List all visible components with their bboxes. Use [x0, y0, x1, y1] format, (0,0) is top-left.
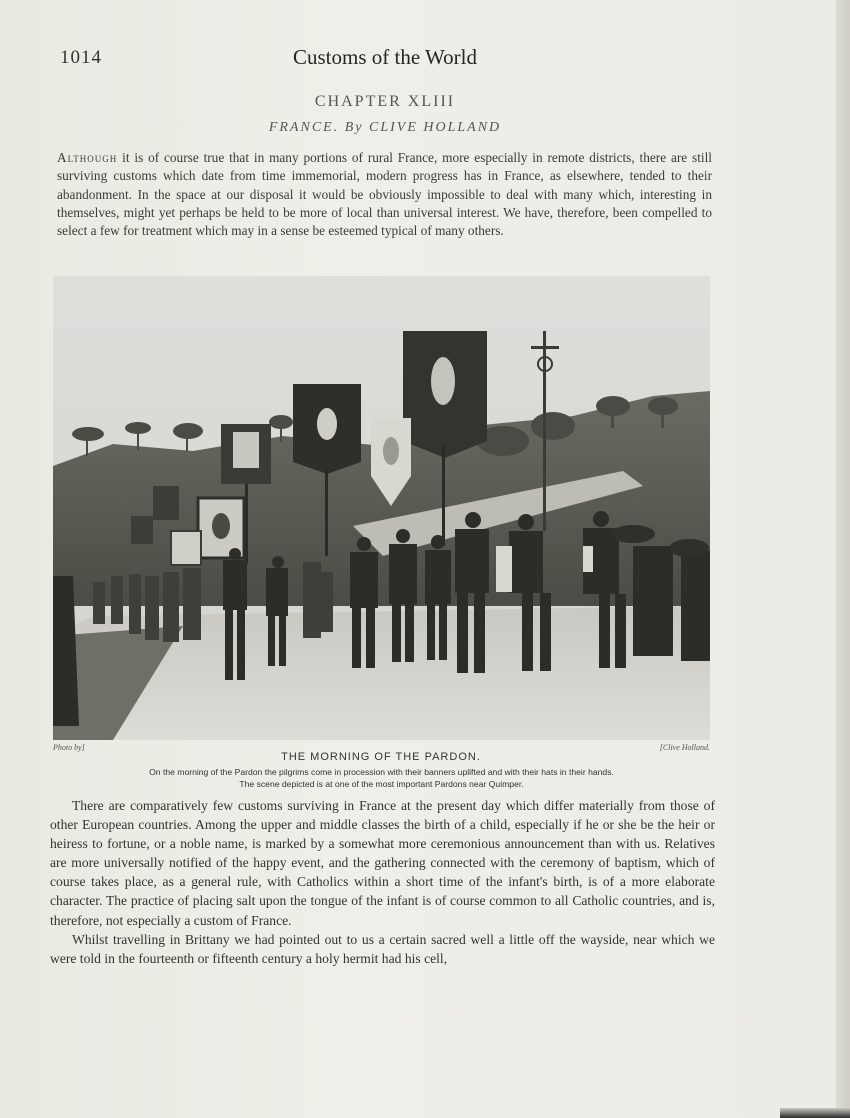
page-edge: [836, 0, 850, 1118]
chapter-heading: CHAPTER XLIII: [314, 93, 456, 110]
lead-dropcap-word: Although: [57, 150, 118, 165]
page-corner-shadow: [780, 1108, 850, 1118]
figure-caption: [53, 766, 710, 790]
procession-photograph: [53, 276, 710, 740]
page-number: 1014: [60, 47, 102, 68]
figure-caption-line: On the morning of the Pardon the pilgrims come in procession with their banners uplifted and with their hats in their hands.: [149, 767, 614, 777]
body-text: [50, 796, 715, 968]
lead-paragraph: [57, 149, 712, 240]
figure-caption-line: The scene depicted is at one of the most important Pardons near Quimper.: [239, 779, 524, 789]
photo-credit-right: [Clive Holland.: [659, 743, 710, 752]
procession-photo-illustration: [53, 276, 710, 740]
body-paragraph: There are comparatively few customs surviving in France at the present day which differ materially from those of other European countries. Among the upper and middle classes the birth of a child, especially if he or she be the heir or heiress to fortune, or a noble name, is marked by a somewhat more ceremonious announcement than with us. Relatives are more universally notified of the happy event, and the gathering connected with the ceremony of baptism, which of course takes place, as a general rule, with Catholics within a short time of the infant's birth, is of a more elaborate character. The practice of placing salt upon the tongue of the infant is of course common to all Catholic countries, and is, therefore, not especially a custom of France.: [50, 798, 715, 928]
lead-paragraph-text: it is of course true that in many portions of rural France, more especially in remote districts, there are still surviving customs which date from time immemorial, modern progress has in France, as elsewhere, tended to their abandonment. In the space at our disposal it would be obviously impossible to deal with many which, interesting in themselves, might yet perhaps be held to be more of local than universal interest. We have, therefore, been compelled to select a few for treatment which may in a sense be esteemed typical of many others.: [57, 150, 712, 239]
photo-credit-left: Photo by]: [53, 743, 85, 752]
figure-title: THE MORNING OF THE PARDON.: [281, 751, 481, 763]
body-paragraph: Whilst travelling in Brittany we had pointed out to us a certain sacred well a little off the wayside, near which we were told in the fourteenth or fifteenth century a holy hermit had his cell,: [50, 931, 715, 966]
running-title: Customs of the World: [292, 45, 477, 69]
chapter-byline: FRANCE. By CLIVE HOLLAND: [268, 120, 502, 135]
